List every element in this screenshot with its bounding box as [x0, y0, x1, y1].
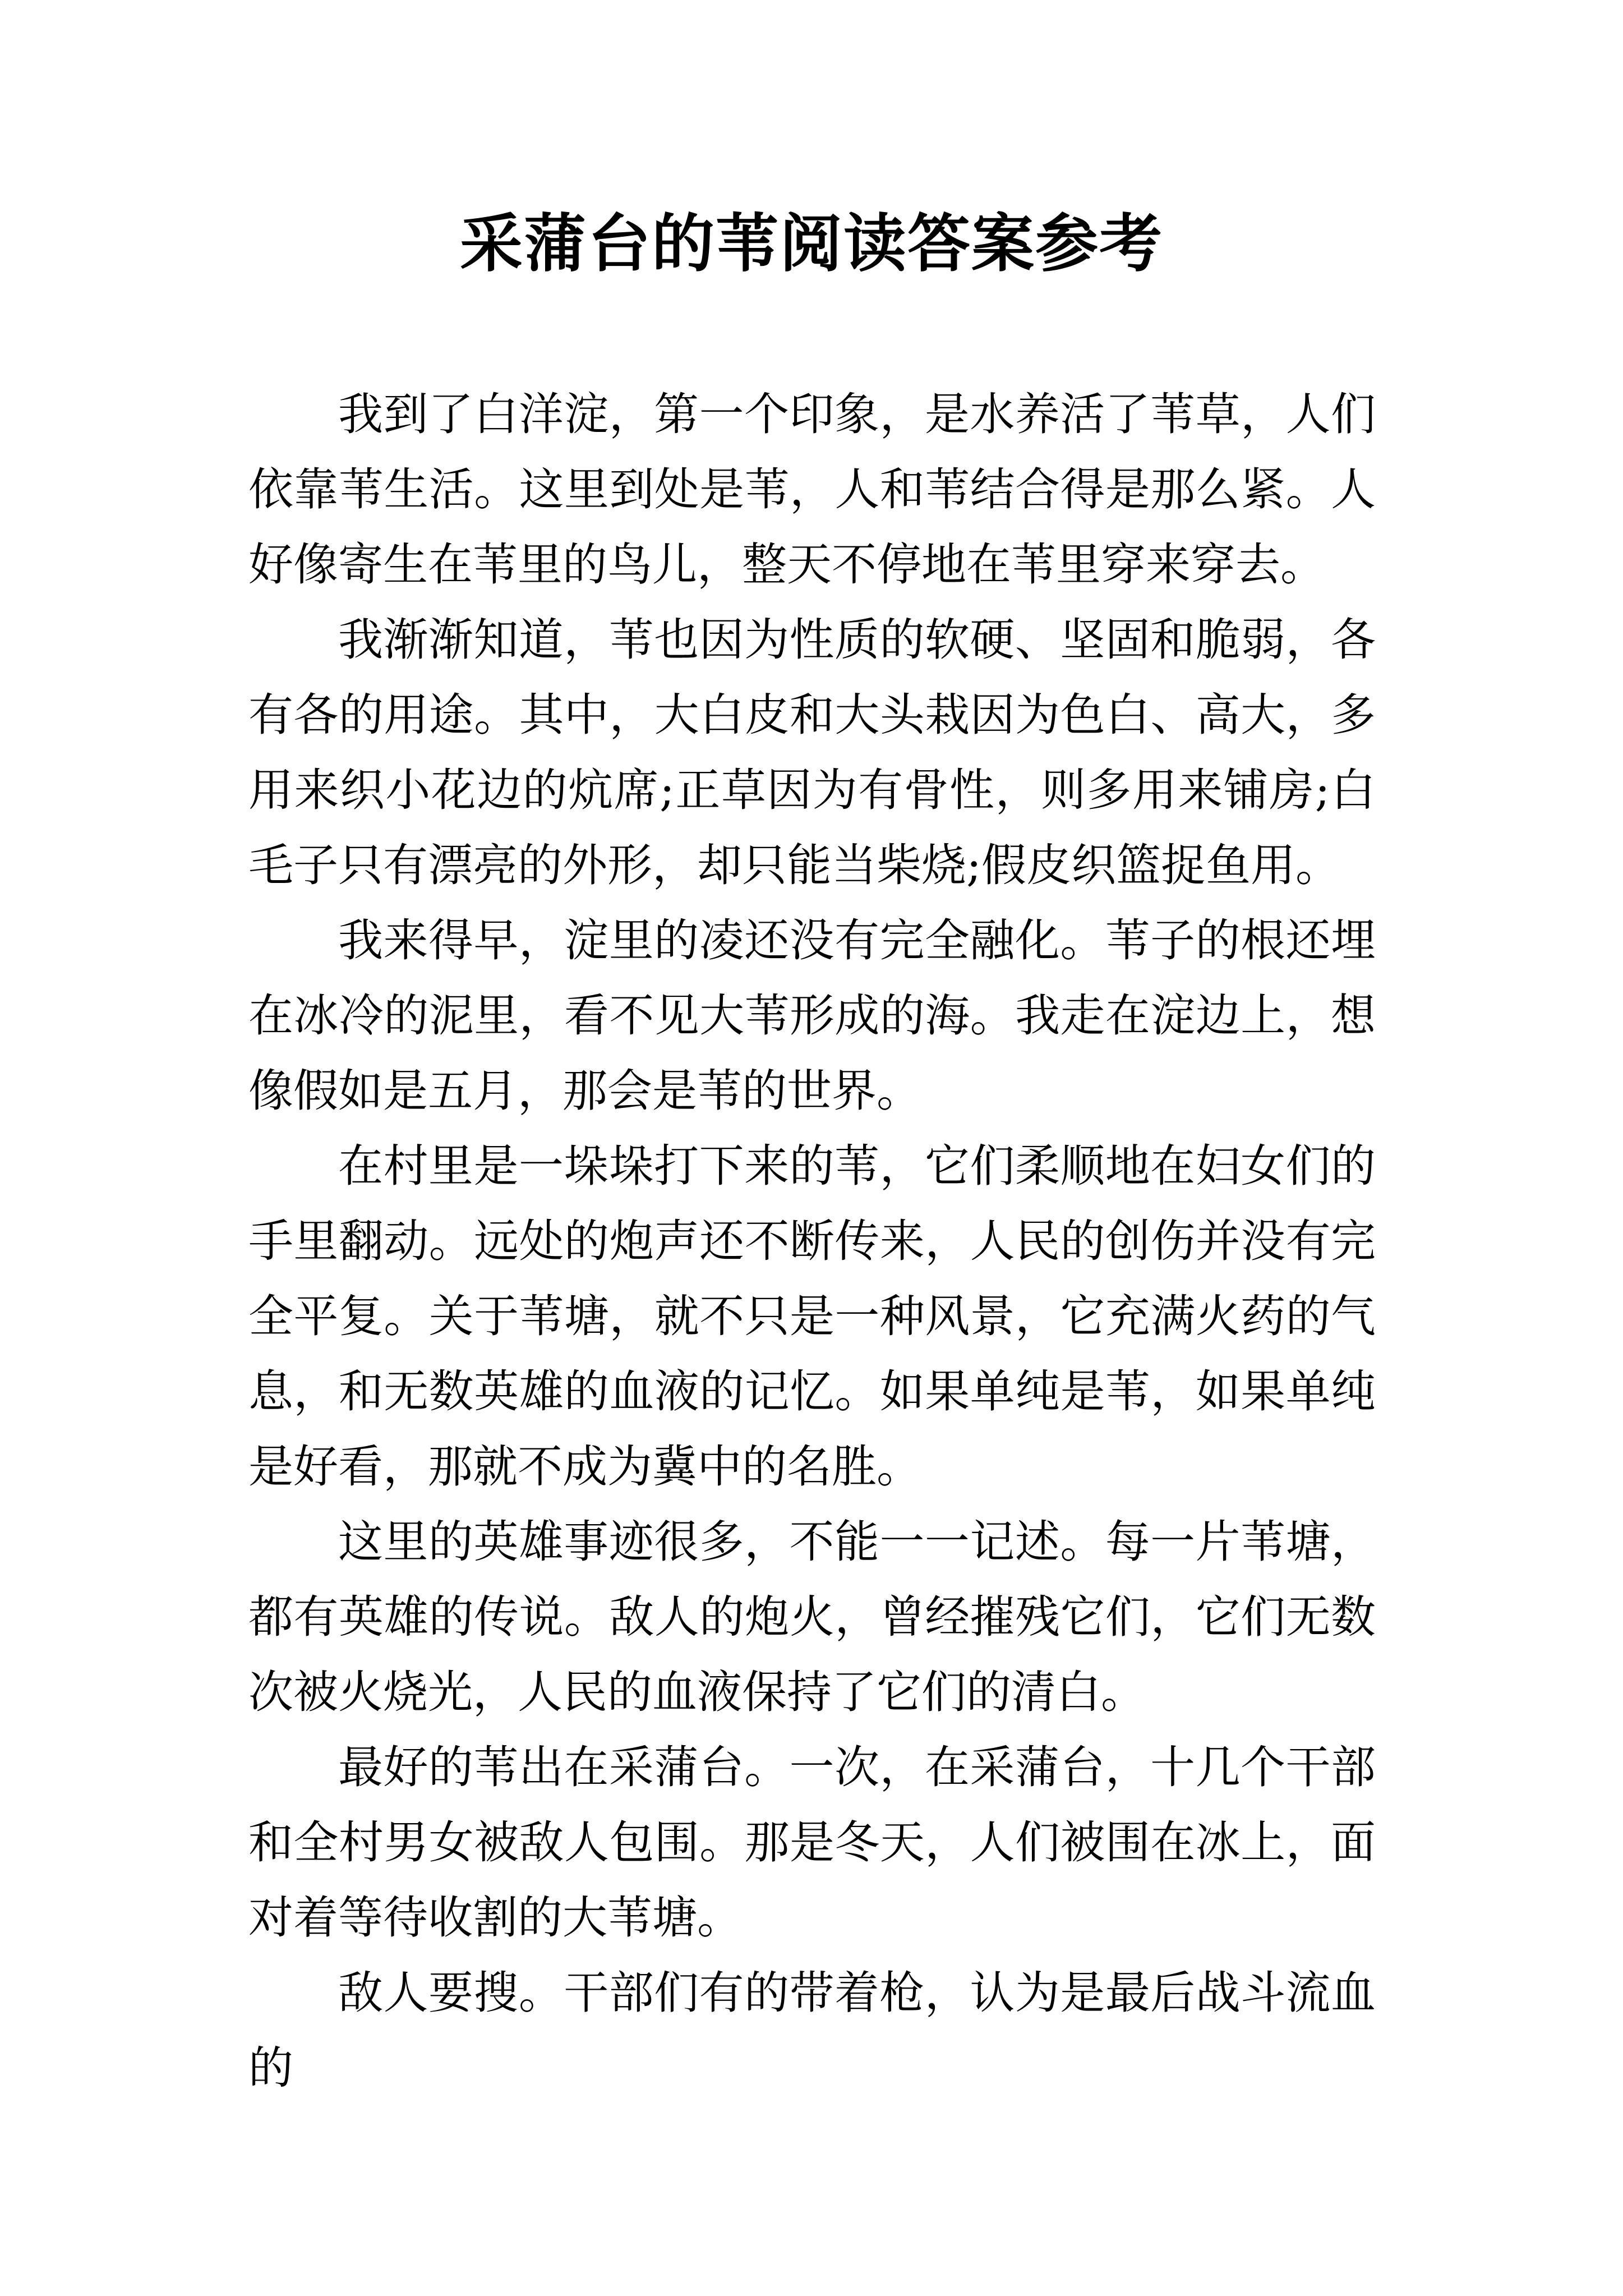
paragraph: 敌人要搜。干部们有的带着枪，认为是最后战斗流血的	[248, 1967, 1376, 2094]
paragraph: 在村里是一垛垛打下来的苇，它们柔顺地在妇女们的手里翻动。远处的炮声还不断传来，人民的创伤并没有完全平复。关于苇塘，就不只是一种风景，它充满火药的气息，和无数英雄的血液的记忆。如果单纯是苇，如果单纯是好看，那就不成为冀中的名胜。	[248, 1140, 1376, 1493]
document-title: 采蒲台的苇阅读答案参考	[460, 207, 1163, 280]
paragraph: 我渐渐知道，苇也因为性质的软硬、坚固和脆弱，各有各的用途。其中，大白皮和大头栽因为色白、高大，多用来织小花边的炕席;正草因为有骨性，则多用来铺房;白毛子只有漂亮的外形，却只能当柴烧;假皮织篮捉鱼用。	[248, 614, 1376, 891]
paragraph: 这里的英雄事迹很多，不能一一记述。每一片苇塘，都有英雄的传说。敌人的炮火，曾经摧残它们，它们无数次被火烧光，人民的血液保持了它们的清白。	[248, 1516, 1376, 1718]
document-body	[248, 377, 1376, 2106]
paragraph: 我来得早，淀里的凌还没有完全融化。苇子的根还埋在冰冷的泥里，看不见大苇形成的海。我走在淀边上，想像假如是五月，那会是苇的世界。	[248, 914, 1376, 1117]
paragraph: 我到了白洋淀，第一个印象，是水养活了苇草，人们依靠苇生活。这里到处是苇，人和苇结合得是那么紧。人好像寄生在苇里的鸟儿，整天不停地在苇里穿来穿去。	[248, 388, 1376, 591]
paragraph: 最好的苇出在采蒲台。一次，在采蒲台，十几个干部和全村男女被敌人包围。那是冬天，人们被围在冰上，面对着等待收割的大苇塘。	[248, 1741, 1376, 1944]
